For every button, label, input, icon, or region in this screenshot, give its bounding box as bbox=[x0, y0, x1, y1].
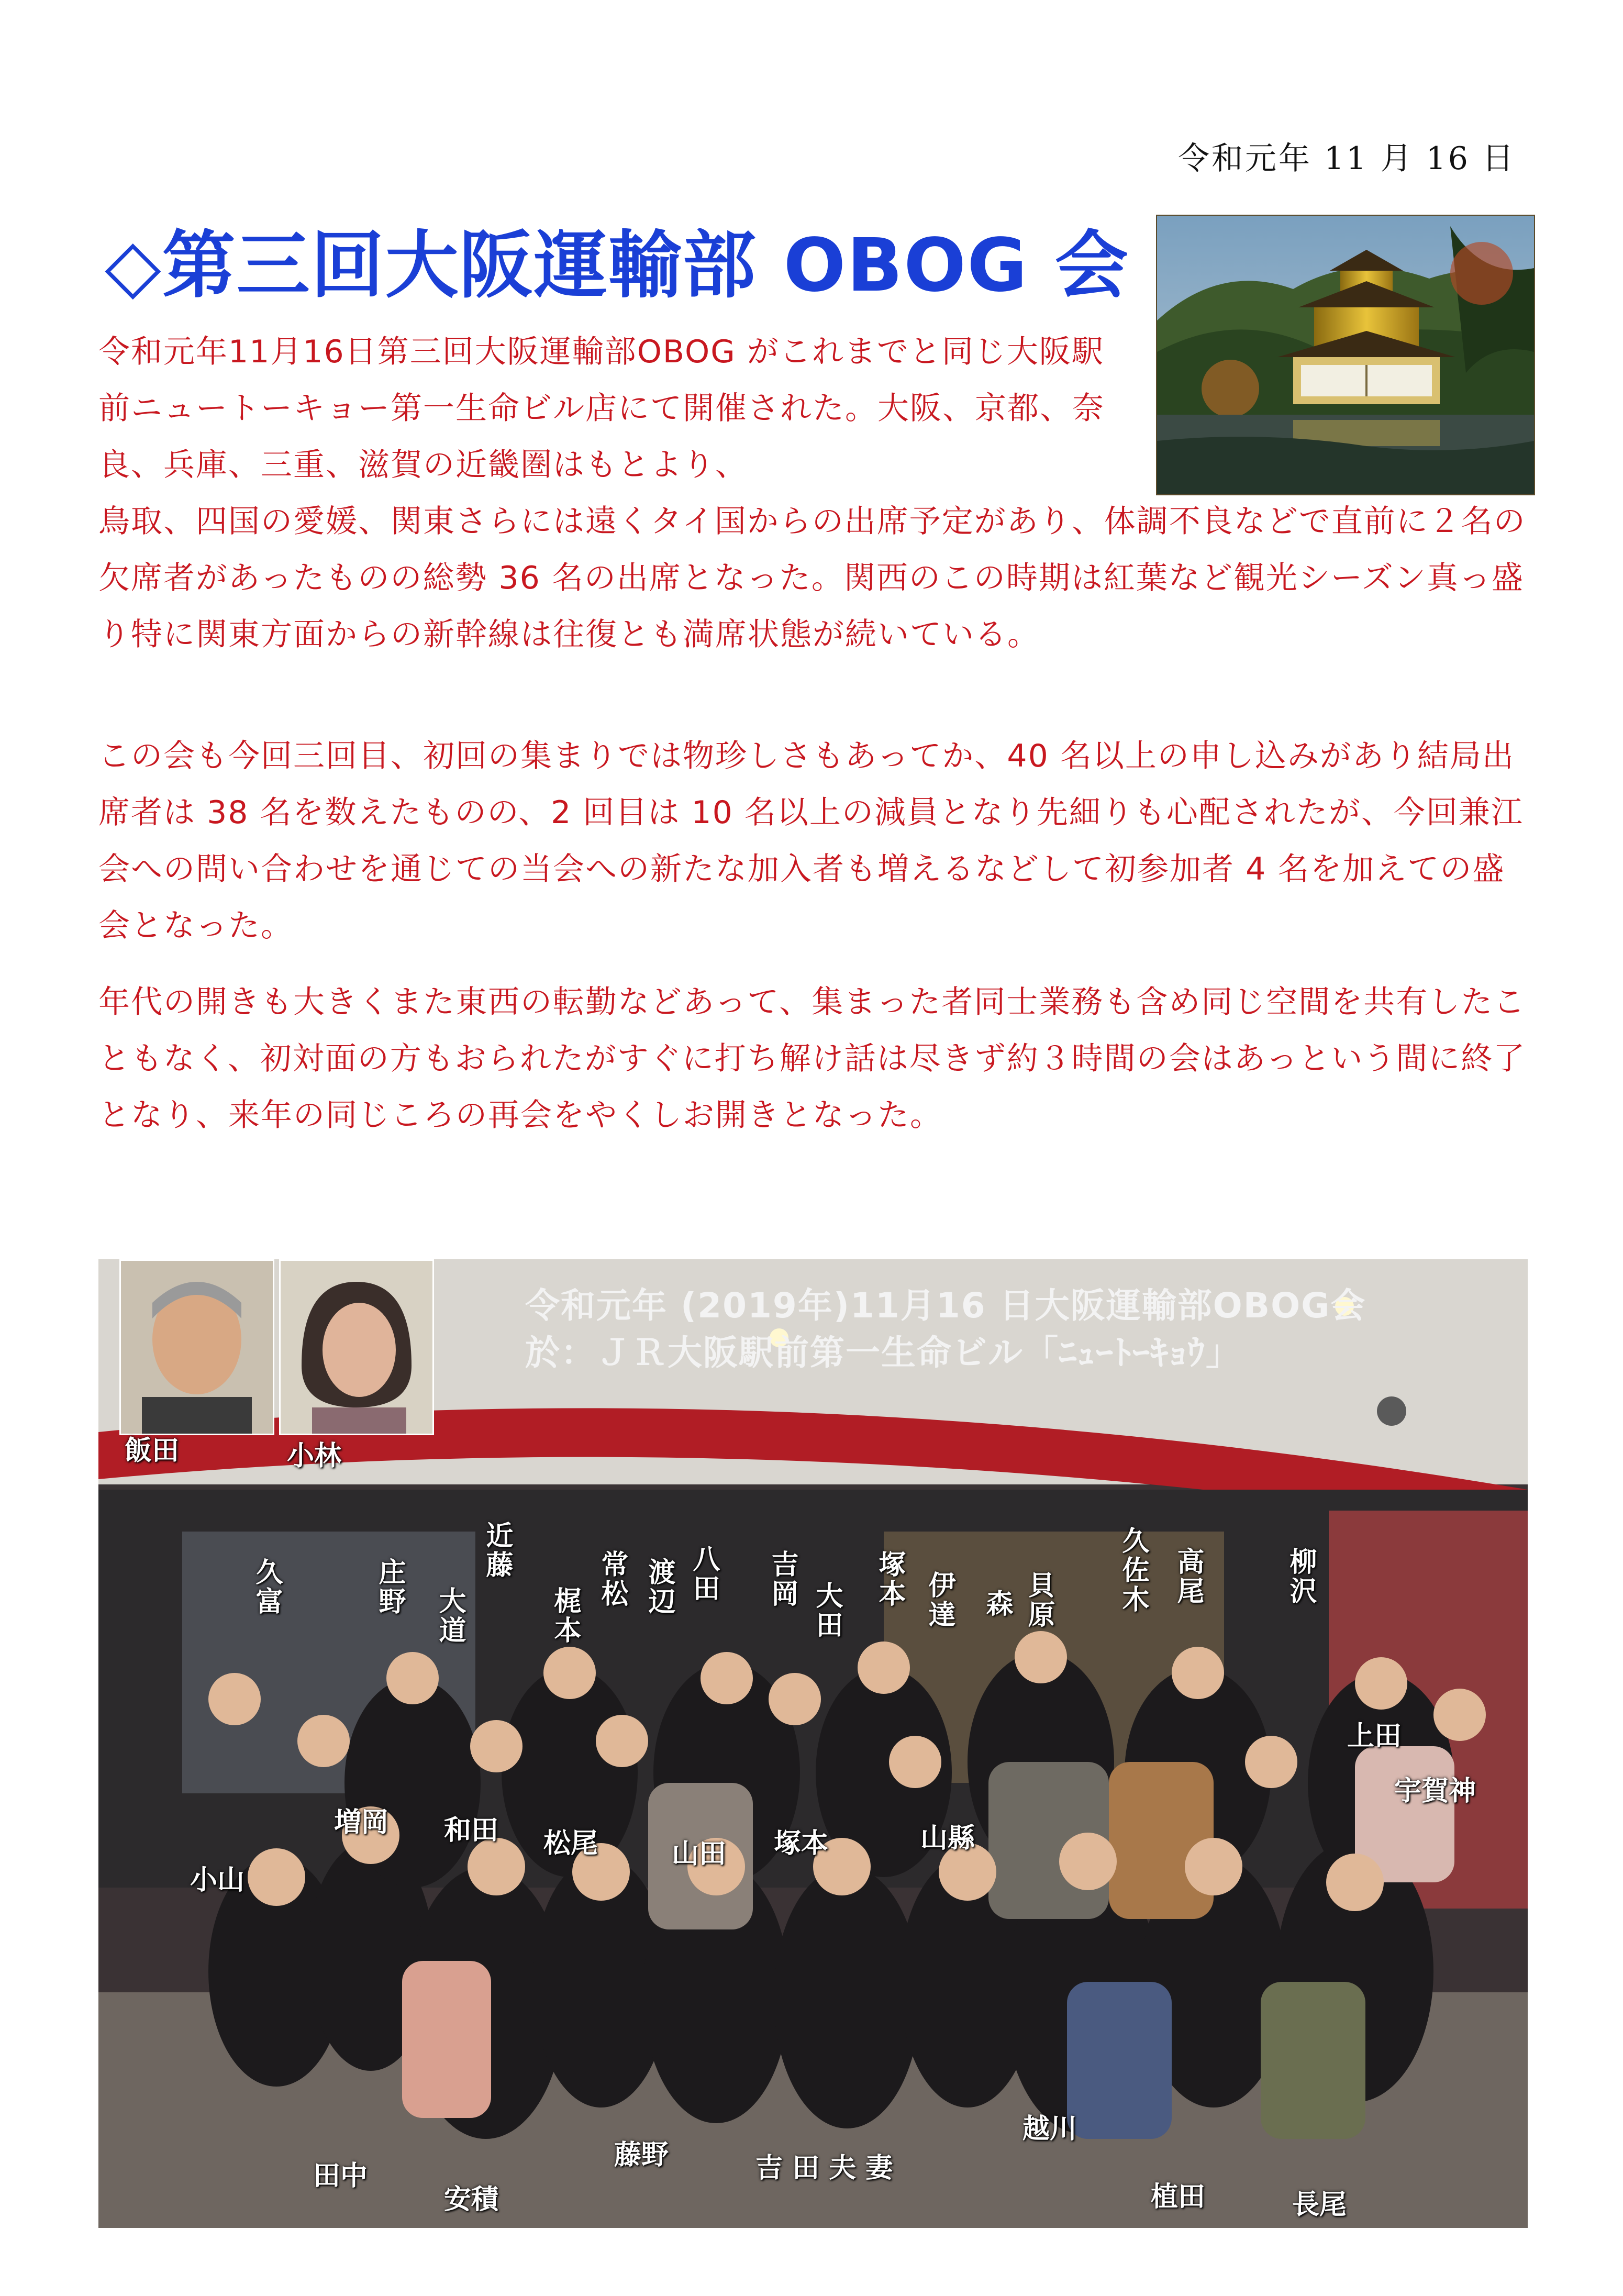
golden-pavilion-image bbox=[1157, 216, 1534, 494]
name-label: 塚本 bbox=[874, 1550, 905, 1609]
page-title: ◇第三回大阪運輸部 OBOG 会 bbox=[105, 223, 1129, 308]
name-label: 塚本 bbox=[774, 1828, 829, 1859]
name-label: 山縣 bbox=[920, 1823, 975, 1854]
photo-caption-line-2: 於：ＪＲ大阪駅前第一生命ビル「ﾆｭｰﾄｰｷｮｳ」 bbox=[525, 1333, 1241, 1373]
paragraph-1-continued: 鳥取、四国の愛媛、関東さらには遠くタイ国からの出席予定があり、体調不良などで直前に２名の欠席者があったものの総勢 36 名の出席となった。関西のこの時期は紅葉など観光シーズン真っ盛り特に関東方面からの新幹線は往復とも満席状態が続いている。 bbox=[98, 503, 1526, 653]
name-label: 飯田 bbox=[125, 1435, 180, 1467]
name-label: 藤野 bbox=[614, 2139, 669, 2171]
name-label: 近藤 bbox=[481, 1521, 513, 1580]
name-label: 大田 bbox=[811, 1581, 842, 1640]
name-label: 吉 田 夫 妻 bbox=[755, 2153, 893, 2184]
name-label: 田中 bbox=[313, 2160, 368, 2192]
name-label: 小林 bbox=[287, 1440, 342, 1472]
name-label: 常松 bbox=[596, 1550, 628, 1609]
name-label: 貝原 bbox=[1023, 1571, 1054, 1629]
name-label: 上田 bbox=[1347, 1721, 1402, 1752]
name-label: 小山 bbox=[190, 1865, 245, 1896]
name-label: 柳沢 bbox=[1285, 1547, 1316, 1606]
photo-caption-line-1: 令和元年 (2019年)11月16 日大阪運輸部OBOG会 bbox=[525, 1285, 1366, 1326]
temple-photo bbox=[1156, 215, 1535, 495]
group-photo bbox=[98, 1259, 1528, 2228]
name-label: 長尾 bbox=[1292, 2189, 1347, 2221]
document-date: 令和元年 11 月 16 日 bbox=[1178, 140, 1516, 177]
name-label: 和田 bbox=[444, 1815, 499, 1846]
name-label: 越川 bbox=[1022, 2113, 1077, 2145]
name-label: 高尾 bbox=[1172, 1547, 1204, 1606]
name-label: 宇賀神 bbox=[1394, 1776, 1476, 1807]
name-label: 山田 bbox=[672, 1838, 727, 1870]
paragraph-2: この会も今回三回目、初回の集まりでは物珍しさもあってか、40 名以上の申し込みがあり結局出席者は 38 名を数えたものの、2 回目は 10 名以上の減員となり先細りも心配されたが、今回兼江会への問い合わせを通じての当会への新たな加入者も増えるなどして初参加者 4 名を加えての盛会となった。 bbox=[98, 738, 1524, 944]
name-label: 安積 bbox=[444, 2184, 499, 2215]
name-label: 松尾 bbox=[543, 1828, 598, 1859]
name-label: 久富 bbox=[251, 1558, 282, 1616]
inset-portrait-kobayashi bbox=[279, 1259, 434, 1435]
name-label: 植田 bbox=[1151, 2181, 1206, 2213]
name-label: 伊達 bbox=[924, 1571, 955, 1629]
paragraph-3: 年代の開きも大きくまた東西の転勤などあって、集まった者同士業務も含め同じ空間を共有したこともなく、初対面の方もおられたがすぐに打ち解け話は尽きず約３時間の会はあっという間に終了となり、来年の同じころの再会をやくしお開きとなった。 bbox=[98, 984, 1526, 1134]
name-label: 久佐木 bbox=[1117, 1526, 1149, 1614]
name-label: 森 bbox=[981, 1589, 1013, 1618]
name-label: 八田 bbox=[688, 1545, 719, 1603]
paragraph-1-intro: 令和元年11月16日第三回大阪運輸部OBOG がこれまでと同じ大阪駅前ニュートーキョー第一生命ビル店にて開催された。大阪、京都、奈良、兵庫、三重、滋賀の近畿圏はもとより、 bbox=[98, 334, 1105, 483]
inset-portrait-iida bbox=[119, 1259, 274, 1435]
name-label: 渡辺 bbox=[643, 1558, 675, 1616]
name-label: 増岡 bbox=[334, 1807, 389, 1838]
name-label: 吉岡 bbox=[766, 1550, 798, 1609]
name-label: 梶本 bbox=[549, 1587, 581, 1645]
name-label: 大道 bbox=[434, 1587, 465, 1645]
name-label: 庄野 bbox=[374, 1558, 405, 1616]
